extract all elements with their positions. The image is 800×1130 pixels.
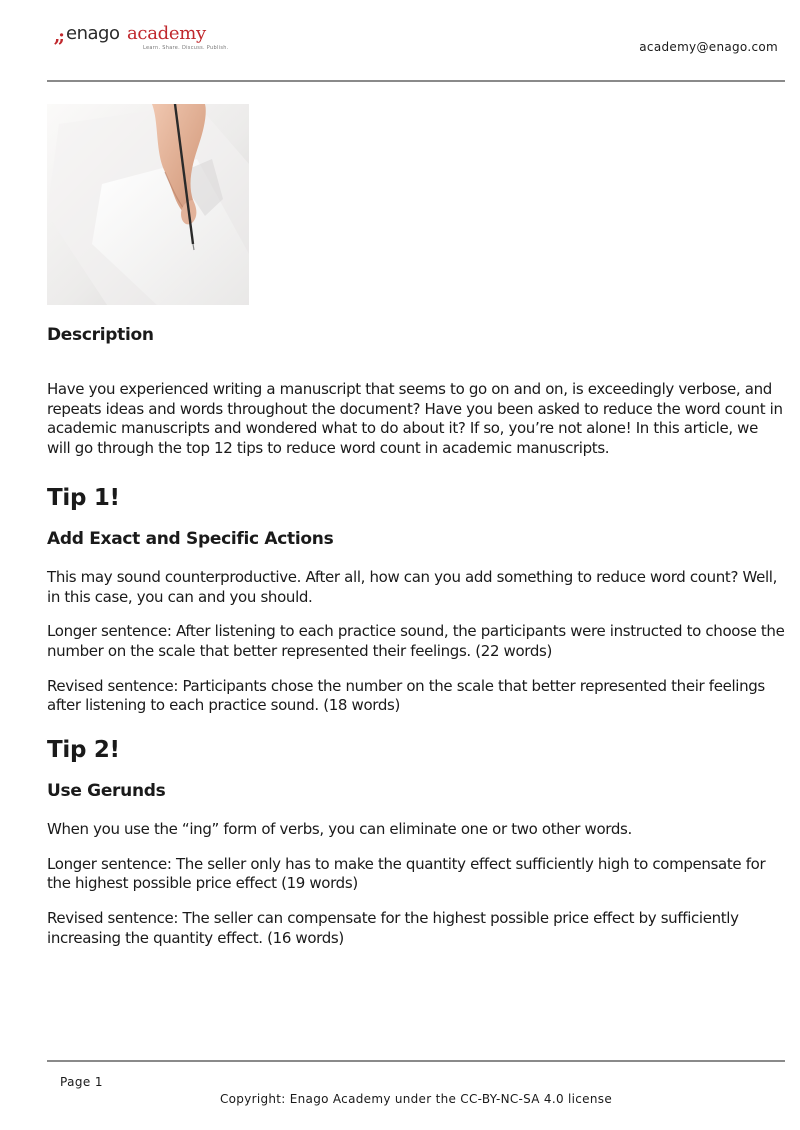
article-body — [47, 318, 785, 949]
description-heading: Description — [47, 325, 154, 345]
copyright-notice: Copyright: Enago Academy under the CC-BY-NC-SA 4.0 license — [219, 1092, 613, 1106]
tip-2-subtitle: Use Gerunds — [47, 781, 166, 802]
enago-academy-logo — [54, 22, 229, 52]
tip-2-paragraph: When you use the “ing” form of verbs, you can eliminate one or two other words. — [47, 820, 632, 839]
tip-2-paragraph: Revised sentence: The seller can compensate for the highest possible price effect by sufficiently increasing the quantity effect. (16 words) — [47, 909, 739, 947]
logo-enago-text: enago — [66, 23, 120, 44]
tip-1-title: Tip 1! — [47, 484, 120, 511]
page-number: Page 1 — [60, 1075, 103, 1089]
logo-academy-text: academy — [127, 23, 206, 44]
header-email: academy@enago.com — [639, 40, 778, 54]
tip-2-paragraph: Longer sentence: The seller only has to make the quantity effect sufficiently high to compensate for the highest possible price effect (19 words) — [47, 854, 766, 893]
article-photo — [47, 104, 249, 305]
logo-mark: ,; — [54, 26, 63, 47]
tip-1-subtitle: Add Exact and Specific Actions — [47, 528, 334, 549]
header-divider — [47, 80, 785, 82]
tip-1-paragraph: Longer sentence: After listening to each practice sound, the participants were instructed to choose the number on the scale that better represented their feelings. (22 words) — [47, 622, 785, 660]
intro-paragraph: Have you experienced writing a manuscript that seems to go on and on, is exceedingly verbose, and repeats ideas and words throughout the document? Have you been asked to reduce the word count in academic manuscripts and wondered what to do about it? If so, you’re not alone! In this article, we will go through the top 12 tips to reduce word count in academic manuscripts. — [47, 380, 783, 458]
tip-2-title: Tip 2! — [47, 737, 120, 764]
footer-divider — [47, 1060, 785, 1062]
hand-writing-image — [47, 104, 249, 305]
tip-1-paragraph: This may sound counterproductive. After all, how can you add something to reduce word count? Well, in this case, you can and you should. — [47, 567, 778, 606]
logo-tagline: Learn. Share. Discuss. Publish. — [143, 45, 229, 51]
tip-1-paragraph: Revised sentence: Participants chose the number on the scale that better represented their feelings after listening to each practice sound. (18 words) — [47, 676, 765, 715]
